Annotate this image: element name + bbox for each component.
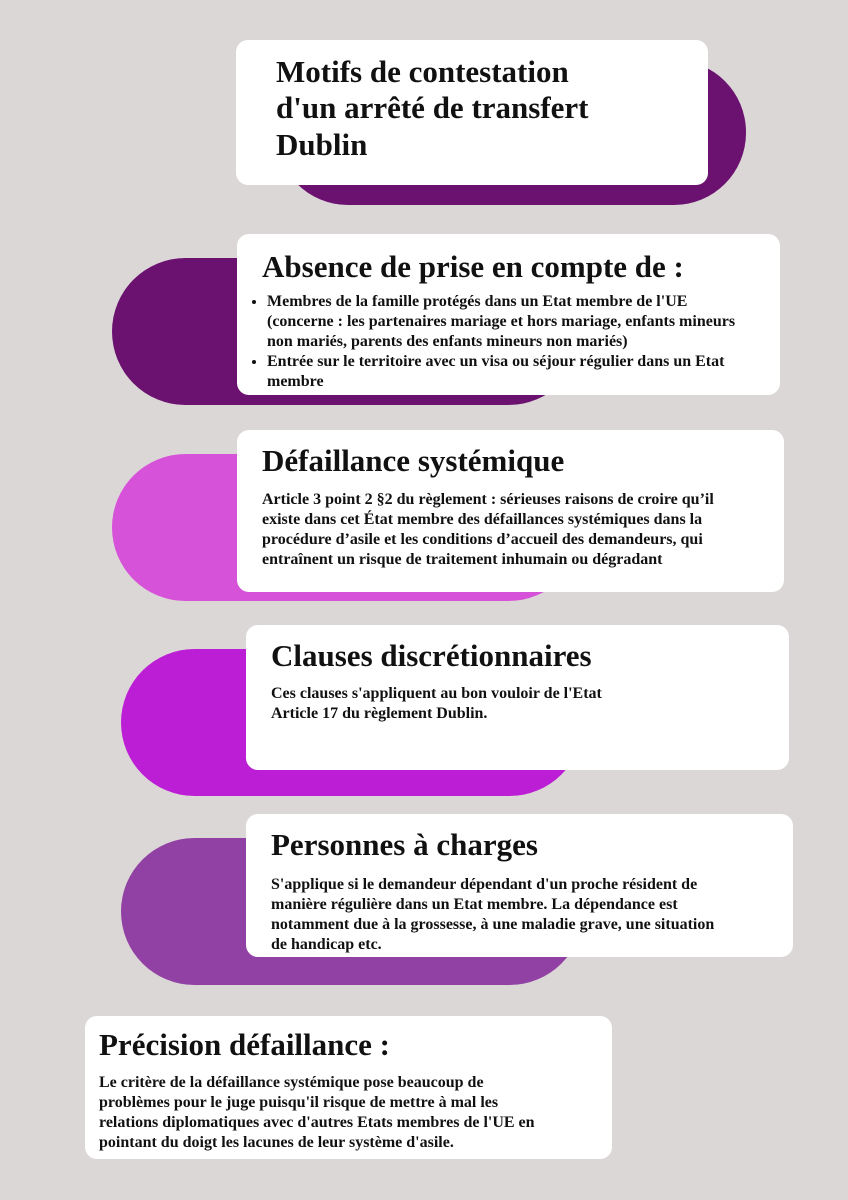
- section-heading: Absence de prise en compte de :: [262, 249, 684, 284]
- body-line: procédure d’asile et les conditions d’accueil des demandeurs, qui: [262, 531, 703, 548]
- body-line: entraînent un risque de traitement inhumain ou dégradant: [262, 551, 663, 568]
- section-card-defaillance: [237, 430, 784, 592]
- body-line: pointant du doigt les lacunes de leur système d'asile.: [99, 1134, 454, 1151]
- section-body: [262, 490, 777, 570]
- section-card-precision: [85, 1016, 612, 1159]
- page-title: [276, 54, 589, 163]
- bullet-line: non mariés, parents des enfants mineurs non mariés): [267, 333, 628, 350]
- bullet-line: (concerne : les partenaires mariage et hors mariage, enfants mineurs: [267, 313, 736, 330]
- section-card-clauses: [246, 625, 789, 770]
- title-line: d'un arrêté de transfert: [276, 90, 589, 126]
- section-heading: Précision défaillance :: [99, 1027, 390, 1062]
- body-line: S'applique si le demandeur dépendant d'un proche résident de: [271, 876, 698, 893]
- section-card-personnes: [246, 814, 793, 957]
- body-line: Article 3 point 2 §2 du règlement : sérieuses raisons de croire qu’il: [262, 491, 714, 508]
- section-heading: Clauses discrétionnaires: [271, 638, 592, 673]
- title-line: Motifs de contestation: [276, 54, 569, 89]
- body-line: Article 17 du règlement Dublin.: [271, 705, 488, 722]
- section-card-absence: [237, 234, 780, 395]
- section-heading: Personnes à charges: [271, 827, 538, 862]
- section-body: [271, 684, 781, 724]
- bullet-line: • Entrée sur le territoire avec un visa ou séjour régulier dans un Etat: [267, 353, 725, 370]
- body-line: notamment due à la grossesse, à une maladie grave, une situation: [271, 916, 715, 933]
- body-line: de handicap etc.: [271, 936, 382, 953]
- bullet-list: [237, 292, 807, 392]
- section-body: [271, 875, 786, 955]
- list-item: [267, 292, 807, 352]
- title-card: [236, 40, 708, 185]
- body-line: relations diplomatiques avec d'autres Etats membres de l'UE en: [99, 1114, 535, 1131]
- title-line: Dublin: [276, 126, 368, 162]
- body-line: problèmes pour le juge puisqu'il risque de mettre à mal les: [99, 1094, 499, 1111]
- body-line: Ces clauses s'appliquent au bon vouloir de l'Etat: [271, 685, 602, 702]
- bullet-line: • Membres de la famille protégés dans un Etat membre de l'UE: [267, 293, 688, 310]
- list-item: [267, 352, 807, 392]
- body-line: Le critère de la défaillance systémique pose beaucoup de: [99, 1074, 484, 1091]
- section-body: [99, 1073, 604, 1153]
- section-heading: Défaillance systémique: [262, 443, 565, 478]
- body-line: manière régulière dans un Etat membre. La dépendance est: [271, 896, 678, 913]
- bullet-line: membre: [267, 373, 324, 390]
- body-line: existe dans cet État membre des défaillances systémiques dans la: [262, 511, 703, 528]
